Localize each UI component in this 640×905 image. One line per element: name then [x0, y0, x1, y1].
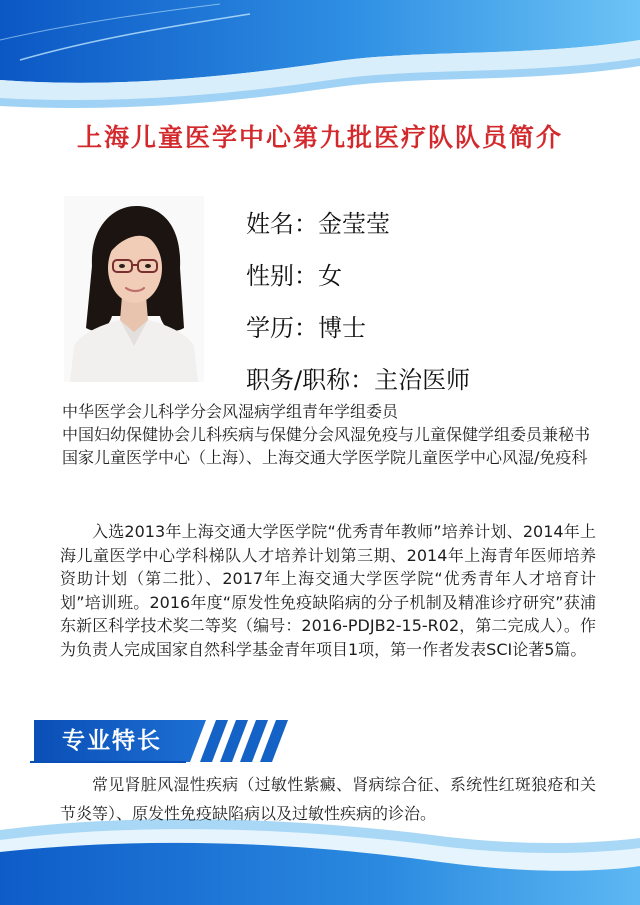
role-item: 中国妇幼保健协会儿科疾病与保健分会风湿免疫与儿童保健学组委员兼秘书: [62, 425, 591, 444]
portrait-photo: [64, 196, 204, 382]
gender-row: 性别：女: [246, 262, 342, 290]
role-item: 国家儿童医学中心（上海）、上海交通大学医学院儿童医学中心风湿/免疫科: [62, 448, 588, 467]
specialty-paragraph: 常见肾脏风湿性疾病（过敏性紫癜、肾病综合征、系统性红斑狼疮和关节炎等）、原发性免疫缺陷病以及过敏性疾病的诊治。: [60, 775, 596, 823]
education-row: 学历：博士: [246, 314, 366, 342]
position-row: 职务/职称：主治医师: [246, 366, 471, 394]
section-title-specialty: 专业特长: [62, 728, 162, 754]
page-title: 上海儿童医学中心第九批医疗队队员简介: [76, 123, 563, 152]
name-row: 姓名：金莹莹: [246, 210, 390, 238]
roles-list: [62, 400, 592, 469]
role-item: 中华医学会儿科学分会风湿病学组青年学组委员: [62, 402, 399, 421]
intro-paragraph: 入选2013年上海交通大学医学院“优秀青年教师”培养计划、2014年上海儿童医学中心学科梯队人才培养计划第三期、2014年上海青年医师培养资助计划（第二批）、2017年上海交通大学医学院“优秀青年人才培育计划”培训班。2016年度“原发性免疫缺陷病的分子机制及精准诊疗研究”获浦东新区科学技术奖二等奖（编号：2016-PDJB2-15-R02，第二完成人）。作为负责人完成国家自然科学基金青年项目1项，第一作者发表SCI论著5篇。: [60, 522, 596, 659]
